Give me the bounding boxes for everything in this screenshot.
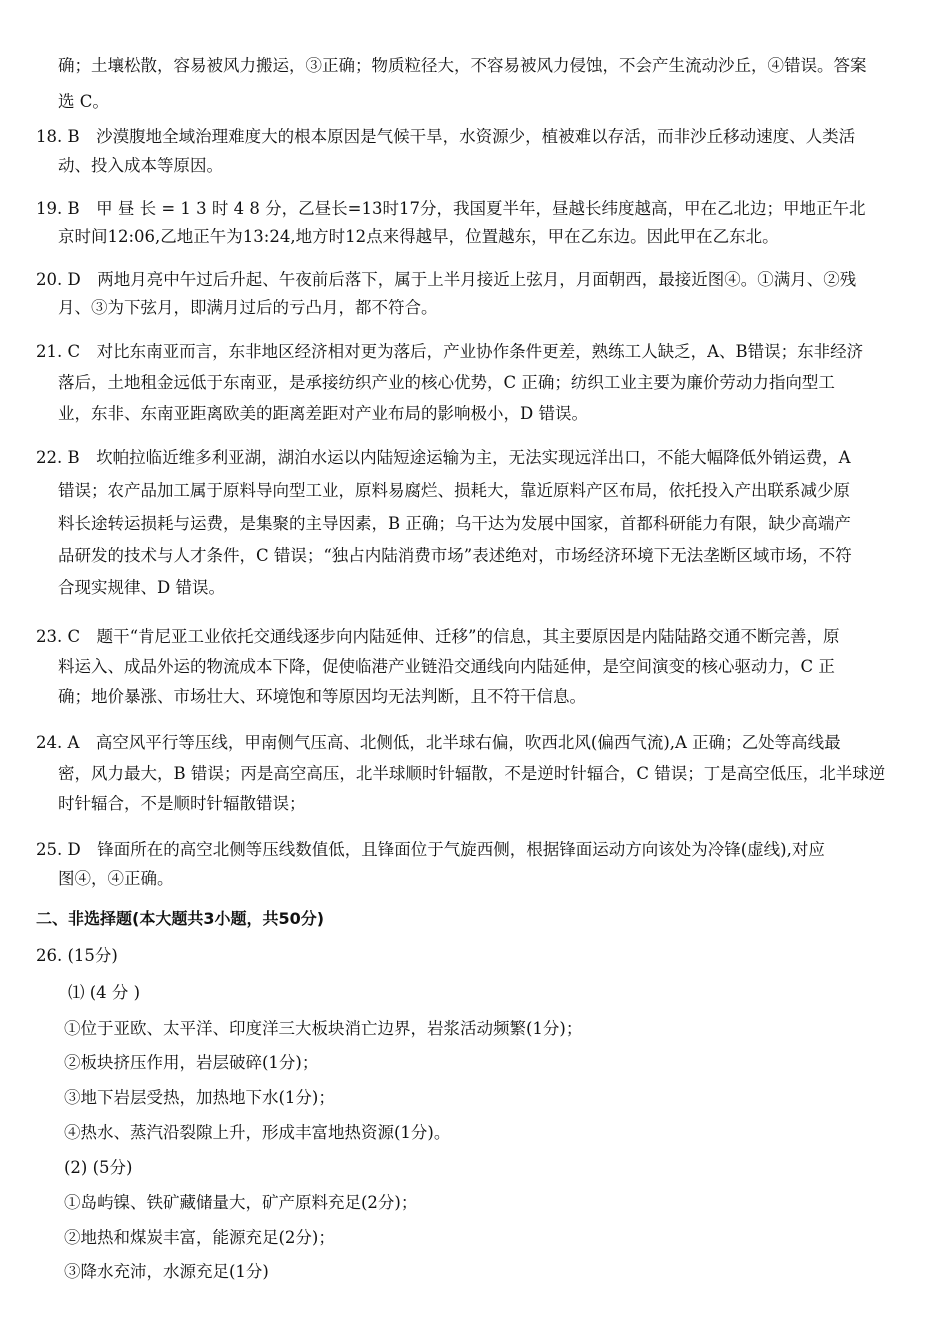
text-line: 时针辐合，不是顺时针辐散错误； (58, 794, 306, 813)
text-line: 确；土壤松散，容易被风力搬运，③正确；物质粒径大，不容易被风力侵蚀，不会产生流动沙丘，④错误。答案 (58, 56, 867, 75)
text-line: 京时间12:06,乙地正午为13:24,地方时12点来得越早，位置越东，甲在乙东边。因此甲在乙东北。 (58, 227, 779, 246)
question-26-heading: 26. (15分) (36, 946, 118, 965)
text-line: 合现实规律、D 错误。 (58, 578, 225, 597)
text-line: 图④，④正确。 (58, 869, 174, 888)
answer-25: 25. D 锋面所在的高空北侧等压线数值低，且锋面位于气旋西侧，根据锋面运动方向该处为冷锋(虚线),对应 (36, 840, 825, 859)
text-line: 动、投入成本等原因。 (58, 156, 223, 175)
list-item: ③降水充沛，水源充足(1分) (64, 1262, 269, 1281)
sub-question-heading: ⑴ (4 分 ) (68, 983, 141, 1002)
section-heading: 二、非选择题(本大题共3小题，共50分) (36, 909, 325, 928)
list-item: ④热水、蒸汽沿裂隙上升，形成丰富地热资源(1分)。 (64, 1123, 451, 1142)
list-item: ①位于亚欧、太平洋、印度洋三大板块消亡边界，岩浆活动频繁(1分)； (64, 1019, 583, 1038)
list-item: ①岛屿镍、铁矿藏储量大，矿产原料充足(2分)； (64, 1193, 418, 1212)
answer-24: 24. A 高空风平行等压线，甲南侧气压高、北侧低，北半球右偏，吹西北风(偏西气流),A 正确；乙处等高线最 (36, 733, 841, 752)
text-line: 确；地价暴涨、市场壮大、环境饱和等原因均无法判断，且不符干信息。 (58, 687, 586, 706)
answer-21: 21. C 对比东南亚而言，东非地区经济相对更为落后，产业协作条件更差，熟练工人缺乏，A、B错误；东非经济 (36, 342, 864, 361)
text-line: 密，风力最大，B 错误；丙是高空高压，北半球顺时针辐散，不是逆时针辐合，C 错误；丁是高空低压，北半球逆 (58, 764, 886, 783)
sub-question-heading: (2) (5分) (64, 1158, 133, 1177)
text-line: 料长途转运损耗与运费，是集聚的主导因素，B 正确；乌干达为发展中国家，首都科研能力有限，缺少高端产 (58, 514, 851, 533)
answer-20: 20. D 两地月亮中午过后升起、午夜前后落下，属于上半月接近上弦月，月面朝西，最接近图④。①满月、②残 (36, 270, 857, 289)
text-line: 落后，土地租金远低于东南亚，是承接纺织产业的核心优势，C 正确；纺织工业主要为廉价劳动力指向型工 (58, 373, 835, 392)
answer-18: 18. B 沙漠腹地全域治理难度大的根本原因是气候干旱，水资源少，植被难以存活，而非沙丘移动速度、人类活 (36, 127, 856, 146)
answer-19: 19. B 甲 昼 长 = 1 3 时 4 8 分，乙昼长=13时17分，我国夏半年，昼越长纬度越高，甲在乙北边；甲地正午北 (36, 199, 866, 218)
text-line: 业，东非、东南亚距离欧美的距离差距对产业布局的影响极小，D 错误。 (58, 404, 588, 423)
text-line: 月、③为下弦月，即满月过后的亏凸月，都不符合。 (58, 298, 438, 317)
text-line: 错误；农产品加工属于原料导向型工业，原料易腐烂、损耗大，靠近原料产区布局，依托投入产出联系减少原 (58, 481, 850, 500)
list-item: ③地下岩层受热，加热地下水(1分)； (64, 1088, 335, 1107)
answer-22: 22. B 坎帕拉临近维多利亚湖，湖泊水运以内陆短途运输为主，无法实现远洋出口，不能大幅降低外销运费，A (36, 448, 851, 467)
text-line: 品研发的技术与人才条件，C 错误；“独占内陆消费市场”表述绝对，市场经济环境下无法垄断区域市场，不符 (58, 546, 852, 565)
list-item: ②地热和煤炭丰富，能源充足(2分)； (64, 1228, 335, 1247)
text-line: 选 C。 (58, 92, 109, 111)
list-item: ②板块挤压作用，岩层破碎(1分)； (64, 1053, 319, 1072)
text-line: 料运入、成品外运的物流成本下降，促使临港产业链沿交通线向内陆延伸，是空间演变的核心驱动力，C 正 (58, 657, 835, 676)
answer-23: 23. C 题干“肯尼亚工业依托交通线逐步向内陆延伸、迁移”的信息，其主要原因是内陆陆路交通不断完善，原 (36, 627, 840, 646)
